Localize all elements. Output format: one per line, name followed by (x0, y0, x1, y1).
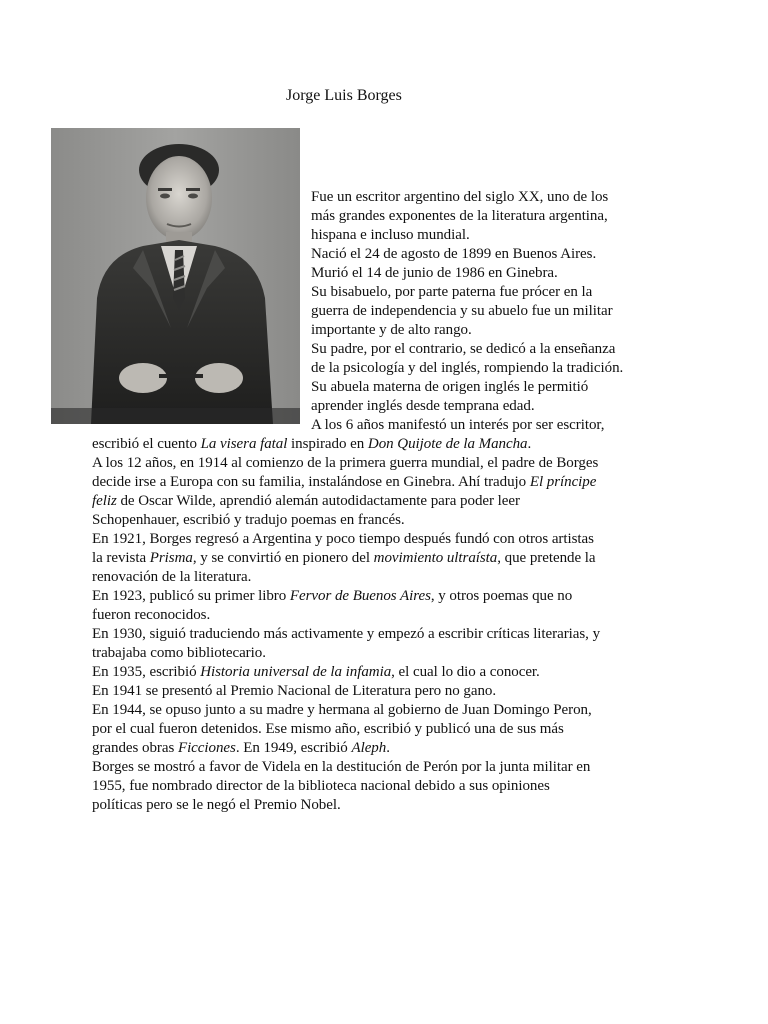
text-line (92, 682, 496, 701)
text-run: escribió el cuento (92, 436, 201, 452)
text-run: A los 6 años manifestó un interés por ser escritor, (311, 417, 605, 433)
text-run: , y se convirtió en pionero del (192, 550, 374, 566)
text-line (311, 245, 596, 264)
text-line (92, 587, 572, 606)
text-line (92, 492, 520, 511)
text-line (92, 530, 594, 549)
text-line (311, 378, 588, 397)
text-line (92, 549, 596, 568)
text-run: , que pretende la (497, 550, 596, 566)
text-line (311, 359, 623, 378)
italic-title: Historia universal de la infamia (200, 664, 392, 680)
text-run: aprender inglés desde temprana edad. (311, 398, 535, 414)
page-title: Jorge Luis Borges (286, 87, 402, 104)
text-run: grandes obras (92, 740, 178, 756)
italic-title: Fervor de Buenos Aires (289, 588, 431, 604)
italic-title: feliz (92, 493, 117, 509)
text-run: Nació el 24 de agosto de 1899 en Buenos Aires. (311, 246, 597, 262)
italic-title: movimiento ultraísta (373, 550, 498, 566)
text-line (92, 739, 390, 758)
text-run: En 1935, escribió (92, 664, 201, 680)
text-line (92, 796, 341, 815)
text-line (311, 340, 615, 359)
text-run: hispana e incluso mundial. (311, 227, 470, 243)
italic-title: Don Quijote de la Mancha (367, 436, 528, 452)
text-line (92, 720, 564, 739)
italic-title: Prisma (149, 550, 193, 566)
text-run: más grandes exponentes de la literatura argentina, (311, 208, 608, 224)
text-run: . (527, 436, 532, 452)
text-line (92, 625, 600, 644)
text-line (92, 606, 210, 625)
text-run: políticas pero se le negó el Premio Nobel. (92, 797, 341, 813)
italic-title: Aleph (351, 740, 387, 756)
text-line (311, 416, 604, 435)
text-run: de Oscar Wilde, aprendió alemán autodidactamente para poder leer (116, 493, 520, 509)
text-line (92, 435, 531, 454)
text-line (311, 264, 558, 283)
text-run: por el cual fueron detenidos. Ese mismo año, escribió y publicó una de sus más (92, 721, 564, 737)
text-run: En 1944, se opuso junto a su madre y hermana al gobierno de Juan Domingo Peron, (92, 702, 592, 718)
text-run: En 1921, Borges regresó a Argentina y poco tiempo después fundó con otros artistas (92, 531, 594, 547)
italic-title: Ficciones (177, 740, 236, 756)
text-line (92, 663, 540, 682)
text-run: Su bisabuelo, por parte paterna fue prócer en la (311, 284, 593, 300)
text-line (92, 758, 590, 777)
text-run: Su abuela materna de origen inglés le permitió (311, 379, 589, 395)
text-run: Schopenhauer, escribió y tradujo poemas en francés. (92, 512, 405, 528)
text-run: Murió el 14 de junio de 1986 en Ginebra. (311, 265, 558, 281)
text-line (311, 207, 608, 226)
text-run: Fue un escritor argentino del siglo XX, uno de los (311, 189, 609, 205)
text-run: la revista (92, 550, 150, 566)
text-run: . En 1949, escribió (235, 740, 352, 756)
text-line (92, 777, 550, 796)
text-run: , y otros poemas que no (430, 588, 573, 604)
text-run: . (386, 740, 390, 756)
text-run: de la psicología y del inglés, rompiendo la tradición. (311, 360, 624, 376)
text-run: inspirado en (287, 436, 368, 452)
text-run: decide irse a Europa con su familia, instalándose en Ginebra. Ahí tradujo (92, 474, 530, 490)
italic-title: La visera fatal (200, 436, 288, 452)
text-line (311, 397, 535, 416)
text-run: importante y de alto rango. (311, 322, 472, 338)
text-run: En 1923, publicó su primer libro (92, 588, 290, 604)
italic-title: El príncipe (529, 474, 597, 490)
text-line (311, 188, 608, 207)
text-line (92, 701, 592, 720)
text-line (92, 644, 266, 663)
text-line (311, 283, 592, 302)
text-run: Su padre, por el contrario, se dedicó a la enseñanza (311, 341, 616, 357)
text-line (311, 302, 613, 321)
text-run: guerra de independencia y su abuelo fue un militar (311, 303, 613, 319)
text-run: A los 12 años, en 1914 al comienzo de la primera guerra mundial, el padre de Borges (92, 455, 599, 471)
text-run: En 1930, siguió traduciendo más activamente y empezó a escribir críticas literarias, y (92, 626, 601, 642)
text-line (92, 454, 598, 473)
text-line (92, 568, 251, 587)
portrait-photo (51, 128, 300, 424)
text-line (92, 473, 596, 492)
text-run: , el cual lo dio a conocer. (391, 664, 540, 680)
text-run: trabajaba como bibliotecario. (92, 645, 266, 661)
text-run: 1955, fue nombrado director de la biblioteca nacional debido a sus opiniones (92, 778, 550, 794)
text-line (311, 321, 472, 340)
text-line (311, 226, 470, 245)
text-line (92, 511, 405, 530)
text-run: renovación de la literatura. (92, 569, 252, 585)
text-run: fueron reconocidos. (92, 607, 211, 623)
text-run: En 1941 se presentó al Premio Nacional de Literatura pero no gano. (92, 683, 497, 699)
portrait-illustration (51, 128, 300, 424)
text-run: Borges se mostró a favor de Videla en la destitución de Perón por la junta militar en (92, 759, 591, 775)
